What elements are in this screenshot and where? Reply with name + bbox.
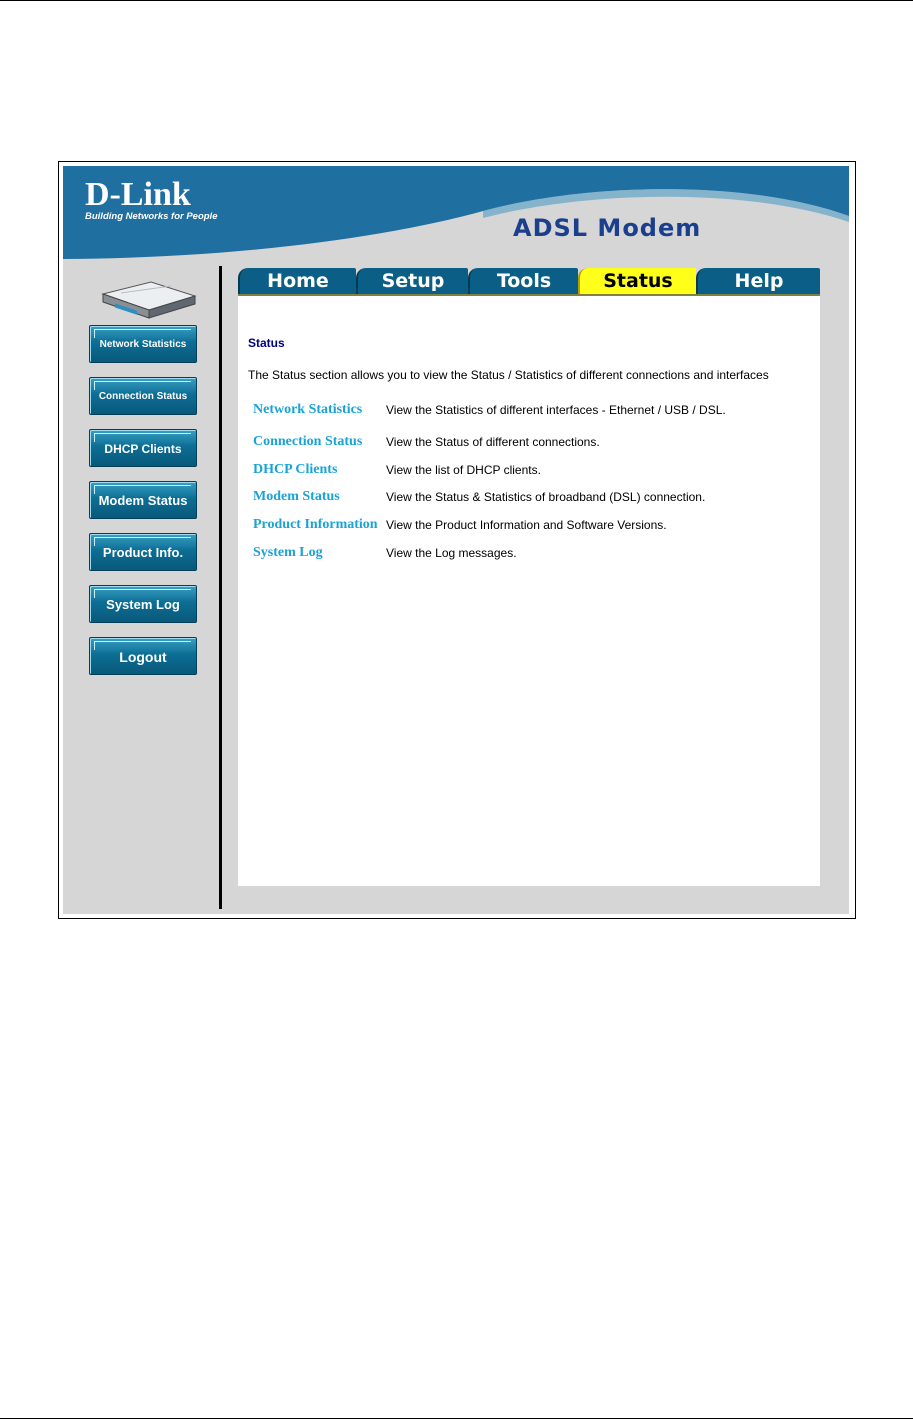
content-panel (238, 296, 820, 886)
section-description: The Status section allows you to view the Status / Statistics of different connections and interfaces (248, 368, 769, 382)
modem-device-image (101, 276, 197, 320)
product-title: ADSL Modem (513, 214, 702, 242)
link-network-statistics[interactable]: Network Statistics (253, 402, 363, 417)
sidebar-button-dhcp-clients[interactable]: DHCP Clients (89, 429, 197, 467)
link-description: View the Statistics of different interfaces - Ethernet / USB / DSL. (386, 403, 726, 417)
main-tabs (238, 268, 820, 296)
dlink-tagline: Building Networks for People (85, 211, 218, 222)
sidebar-button-modem-status[interactable]: Modem Status (89, 481, 197, 519)
tab-setup[interactable]: Setup (356, 268, 468, 294)
link-dhcp-clients[interactable]: DHCP Clients (253, 462, 338, 477)
link-description: View the Log messages. (386, 546, 517, 560)
link-modem-status[interactable]: Modem Status (253, 489, 340, 504)
tab-home[interactable]: Home (238, 268, 356, 294)
tab-help[interactable]: Help (696, 268, 820, 294)
sidebar-button-connection-status[interactable]: Connection Status (89, 377, 197, 415)
logout-button[interactable]: Logout (89, 637, 197, 675)
tab-status[interactable]: Status (578, 268, 696, 294)
sidebar-button-network-statistics[interactable]: Network Statistics (89, 325, 197, 363)
link-description: View the Product Information and Software Versions. (386, 518, 667, 532)
link-system-log[interactable]: System Log (253, 545, 323, 560)
header-banner (63, 166, 849, 266)
link-description: View the Status of different connections. (386, 435, 600, 449)
page-bottom-rule (0, 1418, 913, 1419)
router-web-ui (63, 166, 849, 914)
screenshot-frame (58, 161, 856, 919)
sidebar-button-system-log[interactable]: System Log (89, 585, 197, 623)
vertical-divider (219, 266, 222, 909)
link-description: View the list of DHCP clients. (386, 463, 541, 477)
page-title: Status (248, 336, 285, 350)
sidebar-button-product-info[interactable]: Product Info. (89, 533, 197, 571)
tab-tools[interactable]: Tools (468, 268, 578, 294)
dlink-logo: D-Link (85, 176, 191, 213)
page-top-rule (0, 0, 913, 1)
link-product-information[interactable]: Product Information (253, 517, 378, 532)
link-description: View the Status & Statistics of broadband (DSL) connection. (386, 490, 706, 504)
link-connection-status[interactable]: Connection Status (253, 434, 363, 449)
